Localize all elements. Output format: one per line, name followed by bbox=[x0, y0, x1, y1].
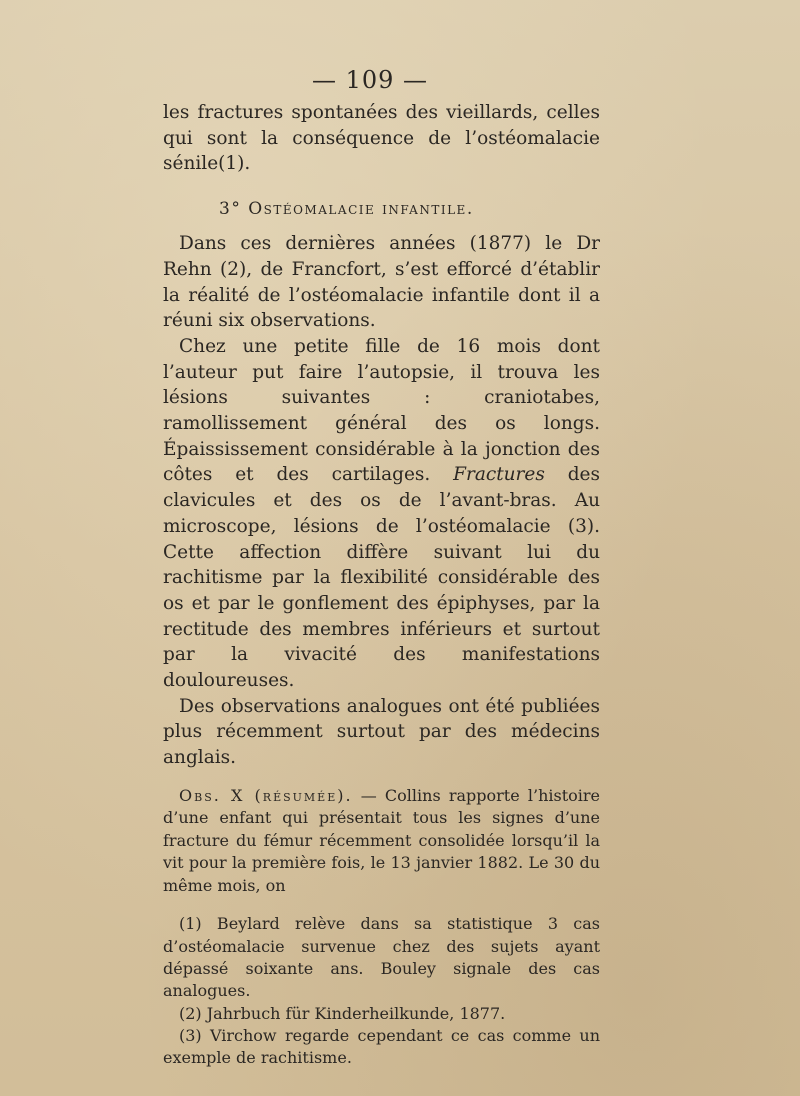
footnote-1: (1) Beylard relève dans sa statistique 3 cas d’ostéomalacie survenue chez des sujets ayant dépassé soixante ans. Bouley signale des cas analogues. bbox=[163, 914, 600, 1001]
paragraph-2-text-b: des clavicules et des os de l’avant-bras. Au microscope, lésions de l’ostéomalacie (3). Cette affection diffère suivant lui du rachitisme par la flexibilité considérable des os et par le gonflement des épiphyses, par la rectitude des membres inférieurs et surtout par la vivacité des manifestations douloureuses. bbox=[163, 464, 600, 692]
paragraph-1: Dans ces dernières années (1877) le Dr Rehn (2), de Francfort, s’est efforcé d’établir la réalité de l’ostéomalacie infantile dont il a réuni six observations. bbox=[163, 233, 600, 332]
footnote-2: (2) Jahrbuch für Kinderheilkunde, 1877. bbox=[179, 1003, 506, 1023]
observation-paragraph bbox=[163, 785, 600, 898]
intro-paragraph: les fractures spontanées des vieillards, celles qui sont la conséquence de l’ostéomalacie sénile(1). bbox=[163, 102, 600, 175]
paragraph-2 bbox=[163, 334, 600, 694]
footnote-3: (3) Virchow regarde cependant ce cas comme un exemple de rachitisme. bbox=[163, 1025, 600, 1068]
paragraph-2-text-a: Chez une petite fille de 16 mois dont l’auteur put faire l’autopsie, il trouva les lésions suivantes : craniotabes, ramollissement général des os longs. Épaississement considérable à la jonction des côtes et des cartilages. bbox=[163, 335, 600, 486]
main-text bbox=[163, 100, 600, 1069]
section-heading: 3° Ostéomalacie infantile. bbox=[219, 199, 474, 220]
observation-lead: Obs. X (résumée). bbox=[179, 785, 353, 805]
observation-text: — Collins rapporte l’histoire d’une enfant qui présentait tous les signes d’une fracture du fémur récemment consolidée lorsqu’il la vit pour la première fois, le 13 janvier 1882. Le 30 du même mois, on bbox=[163, 785, 600, 895]
paragraph-3: Des observations analogues ont été publiées plus récemment surtout par des médecins anglais. bbox=[163, 695, 600, 769]
page-number: — 109 — bbox=[311, 66, 429, 94]
paragraph-2-italic: Fractures bbox=[453, 464, 545, 486]
footnotes bbox=[163, 913, 600, 1069]
